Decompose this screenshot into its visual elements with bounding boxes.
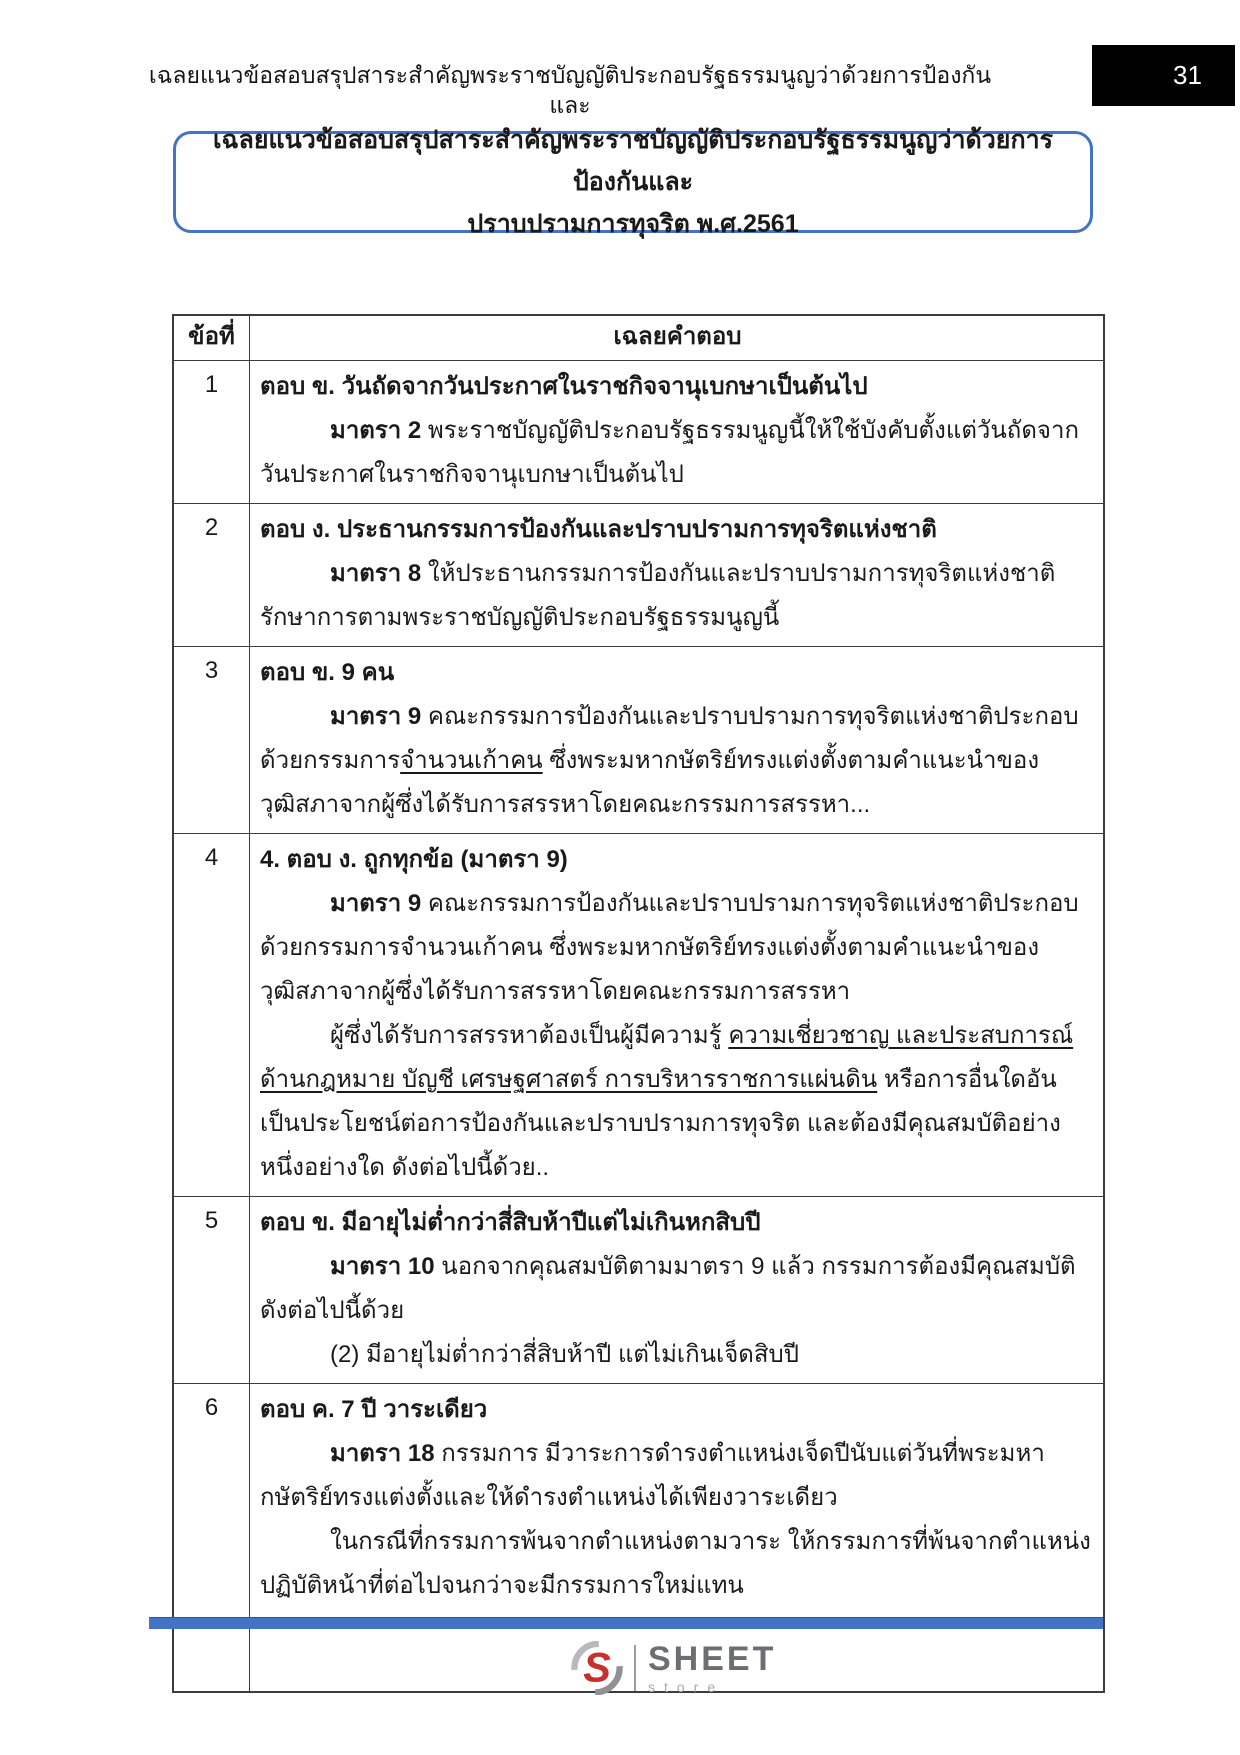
answer-cell: [250, 834, 1103, 1196]
page-number: 31: [1173, 60, 1202, 90]
section-ref: มาตรา 8: [330, 560, 422, 587]
explanation-paragraph: [260, 1245, 1095, 1333]
logo-text-block: [648, 1639, 777, 1695]
answers-table: [172, 314, 1105, 1693]
section-ref: มาตรา 18: [330, 1440, 435, 1467]
question-number: 5: [174, 1197, 250, 1383]
title-line-1: เฉลยแนวข้อสอบสรุปสาระสำคัญพระราชบัญญัติประกอบรัฐธรรมนูญว่าด้วยการป้องกันและ: [212, 126, 1054, 196]
explanation-text: คณะกรรมการป้องกันและปราบปรามการทุจริตแห่งชาติประกอบด้วยกรรมการ: [260, 703, 1079, 774]
explanation-text: ซึ่งพระมหากษัตริย์ทรงแต่งตั้งตามคำแนะนำของวุฒิสภาจากผู้ซึ่งได้รับการสรรหาโดยคณะกรรมการสรรหา...: [260, 747, 1040, 818]
answer-cell: [250, 647, 1103, 833]
table-row: [174, 360, 1103, 503]
table-row: [174, 646, 1103, 833]
title-line-2: ปราบปรามการทุจริต พ.ศ.2561: [467, 210, 799, 238]
section-ref: มาตรา 9: [330, 890, 422, 917]
explanation-text: ในกรณีที่กรรมการพ้นจากตำแหน่งตามวาระ ให้กรรมการที่พ้นจากตำแหน่งปฏิบัติหน้าที่ต่อไปจนกว่าจะมีกรรมการใหม่แทน: [260, 1528, 1091, 1599]
explanation-text: ให้ประธานกรรมการป้องกันและปราบปรามการทุจริตแห่งชาติรักษาการตามพระราชบัญญัติประกอบรัฐธรรมนูญนี้: [260, 560, 1056, 631]
svg-text:S: S: [583, 1644, 611, 1691]
underlined-text: ความเชี่ยวชาญ และประสบการณ์ด้านกฎหมาย บัญชี เศรษฐศาสตร์ การบริหารราชการแผ่นดิน: [260, 1022, 1074, 1093]
running-header: เฉลยแนวข้อสอบสรุปสาระสำคัญพระราชบัญญัติประกอบรัฐธรรมนูญว่าด้วยการป้องกันและ: [148, 62, 992, 118]
question-number: 2: [174, 504, 250, 646]
explanation-paragraph: [260, 882, 1095, 1014]
title-box: [173, 126, 1093, 238]
explanation-text: คณะกรรมการป้องกันและปราบปรามการทุจริตแห่งชาติประกอบด้วยกรรมการจำนวนเก้าคน ซึ่งพระมหากษัตริย์ทรงแต่งตั้งตามคำแนะนำของวุฒิสภาจากผู้ซึ่งได้รับการสรรหาโดยคณะกรรมการสรรหา: [260, 890, 1079, 1005]
logo-s-icon: [570, 1641, 624, 1695]
underlined-text: จำนวนเก้าคน: [400, 747, 543, 774]
explanation-paragraph: [260, 1520, 1095, 1608]
answer-cell: [250, 1197, 1103, 1383]
answer-line: ตอบ ง. ประธานกรรมการป้องกันและปราบปรามการทุจริตแห่งชาติ: [260, 516, 937, 543]
answer-line: ตอบ ข. มีอายุไม่ต่ำกว่าสี่สิบห้าปีแต่ไม่เกินหกสิบปี: [260, 1209, 761, 1236]
answer-cell: [250, 361, 1103, 503]
question-number: 6: [174, 1384, 250, 1691]
explanation-text: หรือการอื่นใดอันเป็นประโยชน์ต่อการป้องกันและปราบปรามการทุจริต และต้องมีคุณสมบัติอย่างหนึ่งอย่างใด ดังต่อไปนี้ด้วย..: [260, 1066, 1061, 1181]
question-number: 3: [174, 647, 250, 833]
answer-line: 4. ตอบ ง. ถูกทุกข้อ (มาตรา 9): [260, 846, 568, 873]
question-number: 4: [174, 834, 250, 1196]
section-ref: มาตรา 2: [330, 417, 422, 444]
explanation-text: นอกจากคุณสมบัติตามมาตรา 9 แล้ว กรรมการต้องมีคุณสมบัติ ดังต่อไปนี้ด้วย: [260, 1253, 1076, 1324]
table-row: [174, 833, 1103, 1196]
footer-divider-bar: [149, 1617, 1103, 1629]
question-number: 1: [174, 361, 250, 503]
table-row: [174, 1196, 1103, 1383]
explanation-text: กรรมการ มีวาระการดำรงตำแหน่งเจ็ดปีนับแต่วันที่พระมหากษัตริย์ทรงแต่งตั้งและให้ดำรงตำแหน่งได้เพียงวาระเดียว: [260, 1440, 1045, 1511]
answer-line: ตอบ ข. 9 คน: [260, 659, 395, 686]
explanation-paragraph: [260, 695, 1095, 827]
answer-line: ตอบ ค. 7 ปี วาระเดียว: [260, 1396, 488, 1423]
table-row: [174, 503, 1103, 646]
explanation-text: ผู้ซึ่งได้รับการสรรหาต้องเป็นผู้มีความรู้: [330, 1022, 729, 1049]
column-header-answer: เฉลยคำตอบ: [613, 323, 742, 350]
explanation-text: (2) มีอายุไม่ต่ำกว่าสี่สิบห้าปี แต่ไม่เกินเจ็ดสิบปี: [330, 1341, 799, 1368]
sheet-store-logo-icon: [570, 1641, 624, 1695]
logo-subtext: store: [648, 1678, 725, 1695]
explanation-paragraph: [260, 1432, 1095, 1520]
section-ref: มาตรา 10: [330, 1253, 435, 1280]
sheet-store-logo: [570, 1641, 776, 1695]
column-header-question-no: ข้อที่: [174, 316, 250, 360]
page-number-box: [1092, 45, 1235, 106]
table-header-row: [174, 316, 1103, 360]
explanation-paragraph: [260, 1014, 1095, 1190]
logo-divider-line: [634, 1645, 636, 1691]
section-ref: มาตรา 9: [330, 703, 422, 730]
answer-line: ตอบ ข. วันถัดจากวันประกาศในราชกิจจานุเบกษาเป็นต้นไป: [260, 373, 868, 400]
logo-wordmark: SHEET: [648, 1639, 777, 1678]
explanation-paragraph: [260, 552, 1095, 640]
explanation-paragraph: [260, 1333, 1095, 1377]
explanation-paragraph: [260, 409, 1095, 497]
answer-cell: [250, 504, 1103, 646]
explanation-text: พระราชบัญญัติประกอบรัฐธรรมนูญนี้ให้ใช้บังคับตั้งแต่วันถัดจากวันประกาศในราชกิจจานุเบกษาเป็นต้นไป: [260, 417, 1079, 488]
